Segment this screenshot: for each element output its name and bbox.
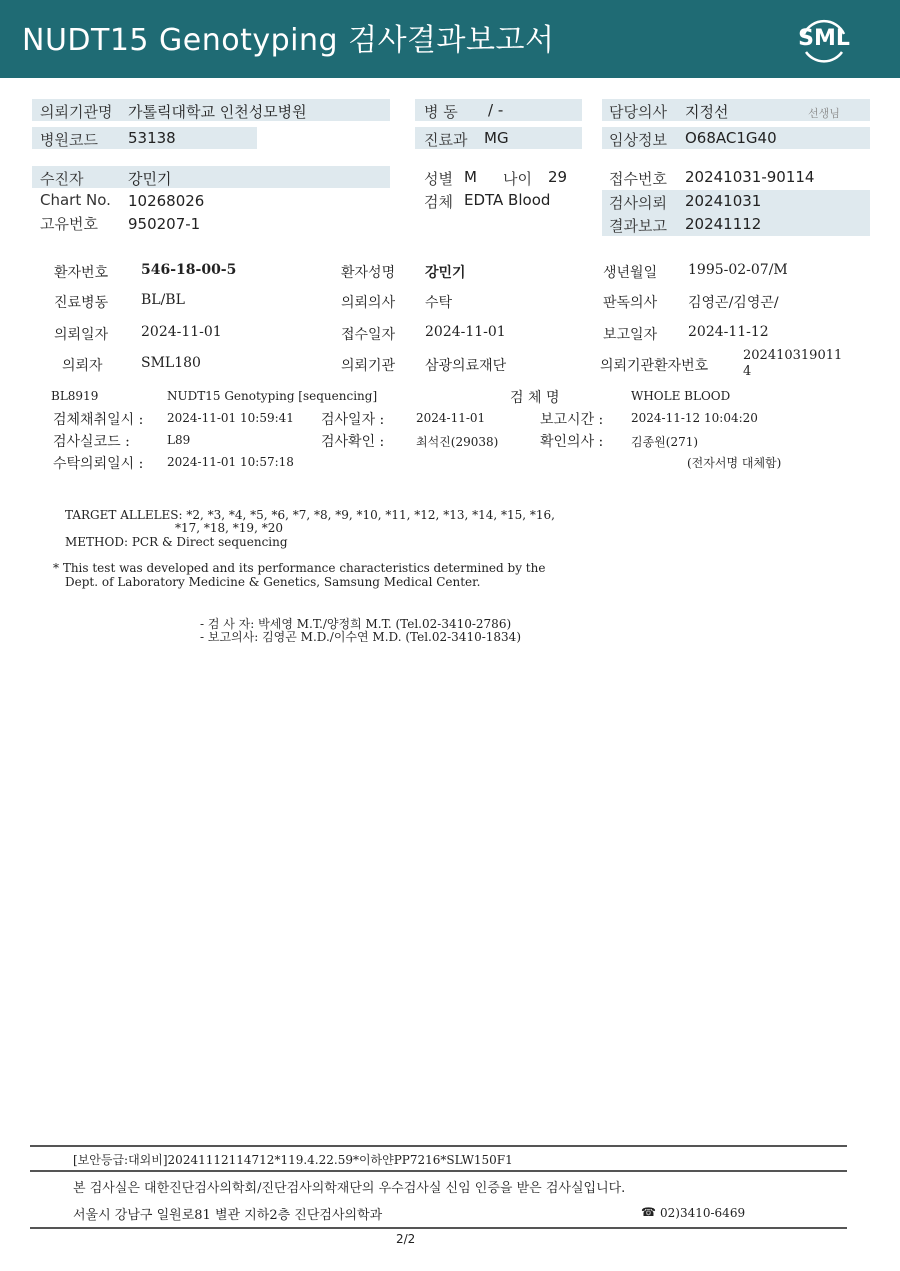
chart-no-label: Chart No. <box>40 191 111 209</box>
test-name: NUDT15 Genotyping [sequencing] <box>167 389 378 403</box>
receipt-no-label: 접수번호 <box>609 170 667 188</box>
request-date-label: 검사의뢰 <box>609 194 667 212</box>
r2-value-c: 김영곤/김영곤/ <box>688 295 779 311</box>
collect-label: 검체채취일시 : <box>53 412 144 428</box>
testdate-value: 2024-11-01 <box>416 411 486 425</box>
test-code: BL8919 <box>51 389 99 403</box>
r4-value-a: SML180 <box>141 355 201 371</box>
department-value: MG <box>484 129 509 147</box>
hospital-code-label: 병원코드 <box>40 131 98 149</box>
r2-label-c: 판독의사 <box>603 295 658 311</box>
request-label: 수탁의뢰일시 : <box>53 456 144 472</box>
ward-label: 병 동 <box>424 103 458 121</box>
r3-label-a: 의뢰일자 <box>54 327 109 343</box>
institution-value: 가톨릭대학교 인천성모병원 <box>128 103 307 121</box>
r3-value-b: 2024-11-01 <box>425 324 506 340</box>
r1-label-a: 환자번호 <box>54 265 109 281</box>
confirm-label: 검사확인 : <box>321 434 385 450</box>
r2-value-a: BL/BL <box>141 292 185 308</box>
receipt-no-value: 20241031-90114 <box>685 168 815 186</box>
age-value: 29 <box>548 168 568 186</box>
r4-label-b: 의뢰기관 <box>341 358 396 374</box>
security-line: [보안등급:대외비]20241112114712*119.4.22.59*이하얀PP7216*SLW150F1 <box>73 1153 513 1167</box>
result-date-label: 결과보고 <box>609 217 667 235</box>
method-text: METHOD: PCR & Direct sequencing <box>65 535 288 549</box>
labcode-label: 검사실코드 : <box>53 434 130 450</box>
r3-value-c: 2024-11-12 <box>688 324 769 340</box>
collect-value: 2024-11-01 10:59:41 <box>167 411 294 425</box>
tester-line: - 검 사 자: 박세영 M.T./양정희 M.T. (Tel.02-3410-2786) <box>200 617 512 631</box>
address-line: 서울시 강남구 일원로81 별관 지하2층 진단검사의학과 <box>73 1208 383 1223</box>
r1-value-c: 1995-02-07/M <box>688 262 788 278</box>
clinical-info-value: O68AC1G40 <box>685 129 777 147</box>
doctor-label: 담당의사 <box>609 103 667 121</box>
page-number: 2/2 <box>396 1232 416 1246</box>
r4-value-c-line2: 4 <box>743 364 752 379</box>
confirmdoc-label: 확인의사 : <box>540 434 604 450</box>
r4-value-b: 삼광의료재단 <box>425 358 507 374</box>
doctor-value: 지정선 <box>685 103 729 121</box>
unique-no-value: 950207-1 <box>128 215 201 233</box>
cert-line: 본 검사실은 대한진단검사의학회/진단검사의학재단의 우수검사실 신임 인증을 받은 검사실입니다. <box>73 1181 626 1196</box>
phone-icon: ☎ <box>641 1205 656 1219</box>
target-alleles-line1: TARGET ALLELES: *2, *3, *4, *5, *6, *7, *8, *9, *10, *11, *12, *13, *14, *15, *16, <box>65 508 555 522</box>
doctor-suffix: 선생님 <box>808 107 840 120</box>
report-header <box>0 0 900 78</box>
target-alleles-line2: *17, *18, *19, *20 <box>175 521 283 535</box>
confirmdoc-value: 김종원(271) <box>631 435 699 449</box>
sex-label: 성별 <box>424 170 453 188</box>
hospital-code-value: 53138 <box>128 129 176 147</box>
reporttime-label: 보고시간 : <box>540 412 604 428</box>
specimen-name-value: WHOLE BLOOD <box>631 389 731 403</box>
clinical-info-label: 임상정보 <box>609 131 667 149</box>
reporter-line: - 보고의사: 김영곤 M.D./이수연 M.D. (Tel.02-3410-1834) <box>200 630 521 644</box>
r3-label-b: 접수일자 <box>341 327 396 343</box>
r1-value-b: 강민기 <box>425 265 466 281</box>
footer-divider-bottom <box>30 1227 847 1229</box>
request-value: 2024-11-01 10:57:18 <box>167 455 294 469</box>
sml-logo <box>796 12 852 68</box>
logo-text: SML <box>798 26 850 51</box>
request-date-value: 20241031 <box>685 192 762 210</box>
r1-label-b: 환자성명 <box>341 265 396 281</box>
specimen-name-label: 검 체 명 <box>510 390 560 406</box>
age-label: 나이 <box>503 170 532 188</box>
r1-value-a: 546-18-00-5 <box>141 262 237 278</box>
r3-value-a: 2024-11-01 <box>141 324 222 340</box>
testdate-label: 검사일자 : <box>321 412 385 428</box>
specimen-value: EDTA Blood <box>464 191 551 209</box>
result-date-value: 20241112 <box>685 215 762 233</box>
report-title: NUDT15 Genotyping 검사결과보고서 <box>22 23 555 58</box>
r2-label-b: 의뢰의사 <box>341 295 396 311</box>
ward-value: / - <box>488 101 504 119</box>
institution-label: 의뢰기관명 <box>40 103 113 121</box>
confirm-value: 최석진(29038) <box>416 435 499 449</box>
unique-no-label: 고유번호 <box>40 215 98 233</box>
sex-value: M <box>464 168 477 186</box>
esign-note: (전자서명 대체함) <box>687 456 782 470</box>
r1-label-c: 생년월일 <box>603 265 658 281</box>
r2-label-a: 진료병동 <box>54 295 109 311</box>
bar-patient <box>32 166 390 188</box>
note-line2: Dept. of Laboratory Medicine & Genetics, Samsung Medical Center. <box>65 575 481 589</box>
phone-number: 02)3410-6469 <box>660 1206 746 1220</box>
r4-label-c: 의뢰기관환자번호 <box>600 358 709 374</box>
note-line1: * This test was developed and its performance characteristics determined by the <box>53 561 546 575</box>
labcode-value: L89 <box>167 433 191 447</box>
patient-value: 강민기 <box>128 170 172 188</box>
patient-label: 수진자 <box>40 170 84 188</box>
footer-divider-mid <box>30 1170 847 1172</box>
r4-value-c-line1: 202410319011 <box>743 348 843 363</box>
department-label: 진료과 <box>424 131 468 149</box>
reporttime-value: 2024-11-12 10:04:20 <box>631 411 758 425</box>
footer-divider-top <box>30 1145 847 1147</box>
r2-value-b: 수탁 <box>425 295 453 311</box>
r3-label-c: 보고일자 <box>603 327 658 343</box>
chart-no-value: 10268026 <box>128 192 205 210</box>
r4-label-a: 의뢰자 <box>62 358 103 374</box>
specimen-label: 검체 <box>424 193 453 211</box>
